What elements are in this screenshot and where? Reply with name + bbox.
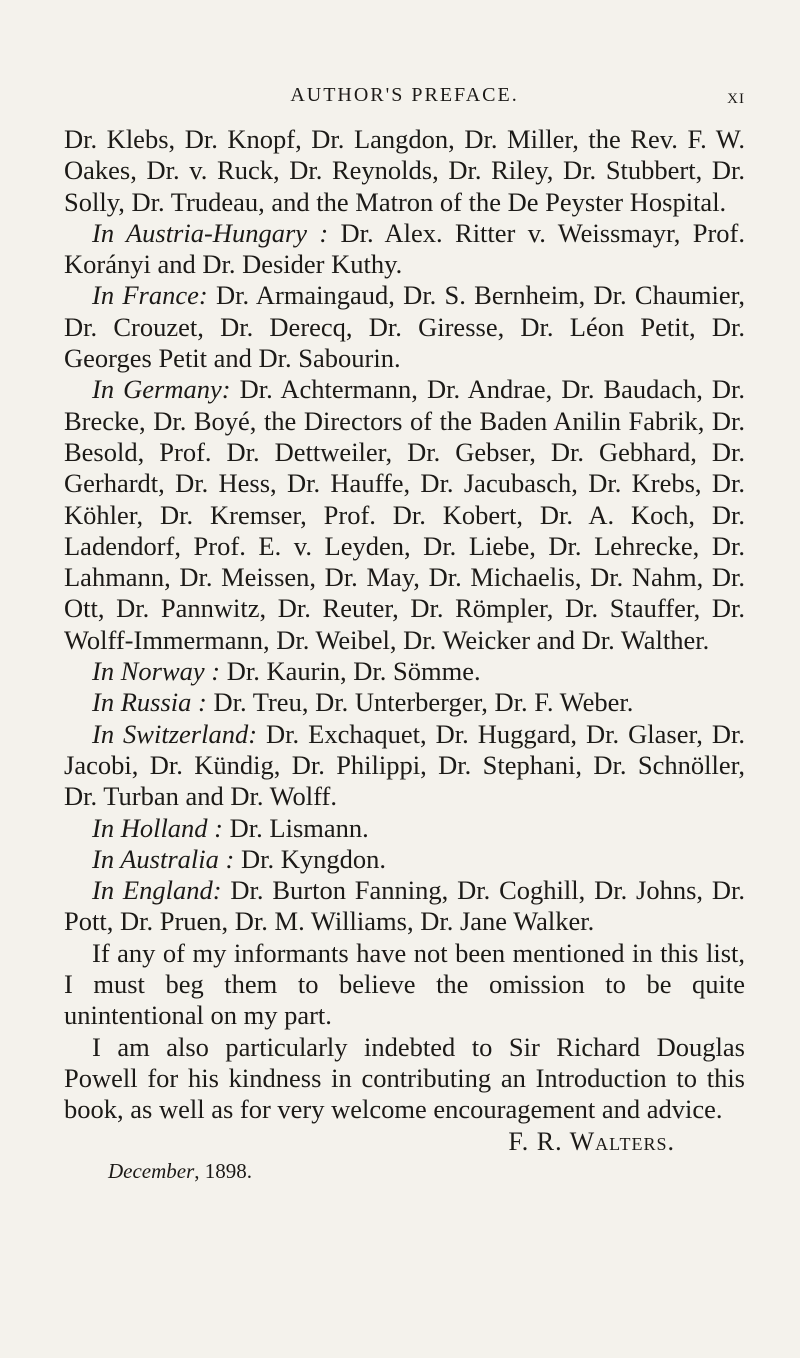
running-title: AUTHOR'S PREFACE. <box>290 84 519 106</box>
date-year: , 1898. <box>194 1158 253 1183</box>
paragraph-austria-hungary <box>64 218 745 281</box>
preface-date <box>108 1156 252 1187</box>
paragraph-australia <box>64 844 745 875</box>
paragraph-omission-note: If any of my informants have not been mentioned in this list, I must beg them to believe the omission to be quite unintentional on my part. <box>64 937 745 1031</box>
country-names: Dr. Burton Fanning, Dr. Coghill, Dr. Johns, Dr. Pott, Dr. Pruen, Dr. M. Williams, Dr. Jane Walker. <box>64 875 745 937</box>
preface-body <box>64 124 745 1188</box>
paragraph-holland <box>64 813 745 844</box>
paragraph-france <box>64 280 745 374</box>
paragraph-russia <box>64 687 745 718</box>
paragraph-england <box>64 875 745 938</box>
country-label: In Holland : <box>92 812 224 843</box>
country-label: In England: <box>92 875 222 906</box>
country-label: In Switzerland: <box>92 718 258 749</box>
country-label: In France: <box>92 280 208 311</box>
country-label: In Norway : <box>92 656 221 687</box>
paragraph-continued: Dr. Klebs, Dr. Knopf, Dr. Langdon, Dr. Miller, the Rev. F. W. Oakes, Dr. v. Ruck, Dr. Reynolds, Dr. Riley, Dr. Stubbert, Dr. Solly, Dr. Trudeau, and the Matron of the De Peyster Hospital. <box>64 124 745 217</box>
country-label: In Austria-Hungary : <box>92 217 329 248</box>
country-names: Dr. Alex. Ritter v. Weissmayr, Prof. Korányi and Dr. Desider Kuthy. <box>64 217 745 280</box>
country-label: In Russia : <box>92 687 207 718</box>
author-signature: F. R. Walters. <box>508 1126 675 1156</box>
country-names: Dr. Kyngdon. <box>234 843 386 874</box>
country-names: Dr. Exchaquet, Dr. Huggard, Dr. Glaser, Dr. Jacobi, Dr. Kündig, Dr. Philippi, Dr. Stephani, Dr. Schnöller, Dr. Turban and Dr. Wolff. <box>64 718 745 812</box>
signature-block <box>64 1126 745 1188</box>
country-names: Dr. Armaingaud, Dr. S. Bernheim, Dr. Chaumier, Dr. Crouzet, Dr. Derecq, Dr. Giresse, Dr. Léon Petit, Dr. Georges Petit and Dr. Sabourin. <box>64 280 745 374</box>
country-names: Dr. Achtermann, Dr. Andrae, Dr. Baudach, Dr. Brecke, Dr. Boyé, the Directors of the Baden Anilin Fabrik, Dr. Besold, Prof. Dr. Dettweiler, Dr. Gebser, Dr. Gebhard, Dr. Gerhardt, Dr. Hess, Dr. Hauffe, Dr. Jacubasch, Dr. Krebs, Dr. Köhler, Dr. Kremser, Prof. Dr. Kobert, Dr. A. Koch, Dr. Ladendorf, Prof. E. v. Leyden, Dr. Liebe, Dr. Lehrecke, Dr. Lahmann, Dr. Meissen, Dr. May, Dr. Michaelis, Dr. Nahm, Dr. Ott, Dr. Pannwitz, Dr. Reuter, Dr. Römpler, Dr. Stauffer, Dr. Wolff-Immermann, Dr. Weibel, Dr. Weicker and Dr. Walther. <box>64 374 745 655</box>
page-number: xi <box>727 84 745 108</box>
country-names: Dr. Kaurin, Dr. Sömme. <box>220 656 481 687</box>
paragraph-acknowledgement: I am also particularly indebted to Sir Richard Douglas Powell for his kindness in contributing an Introduction to this book, as well as for very welcome encouragement and advice. <box>64 1031 745 1125</box>
country-label: In Australia : <box>92 843 235 874</box>
paragraph-switzerland <box>64 719 745 813</box>
date-month: December <box>108 1158 195 1183</box>
running-header <box>64 84 745 118</box>
paragraph-germany <box>64 374 745 656</box>
paragraph-norway <box>64 656 745 687</box>
country-names: Dr. Treu, Dr. Unterberger, Dr. F. Weber. <box>206 687 634 718</box>
country-label: In Germany: <box>92 374 231 405</box>
country-names: Dr. Lismann. <box>223 812 369 843</box>
